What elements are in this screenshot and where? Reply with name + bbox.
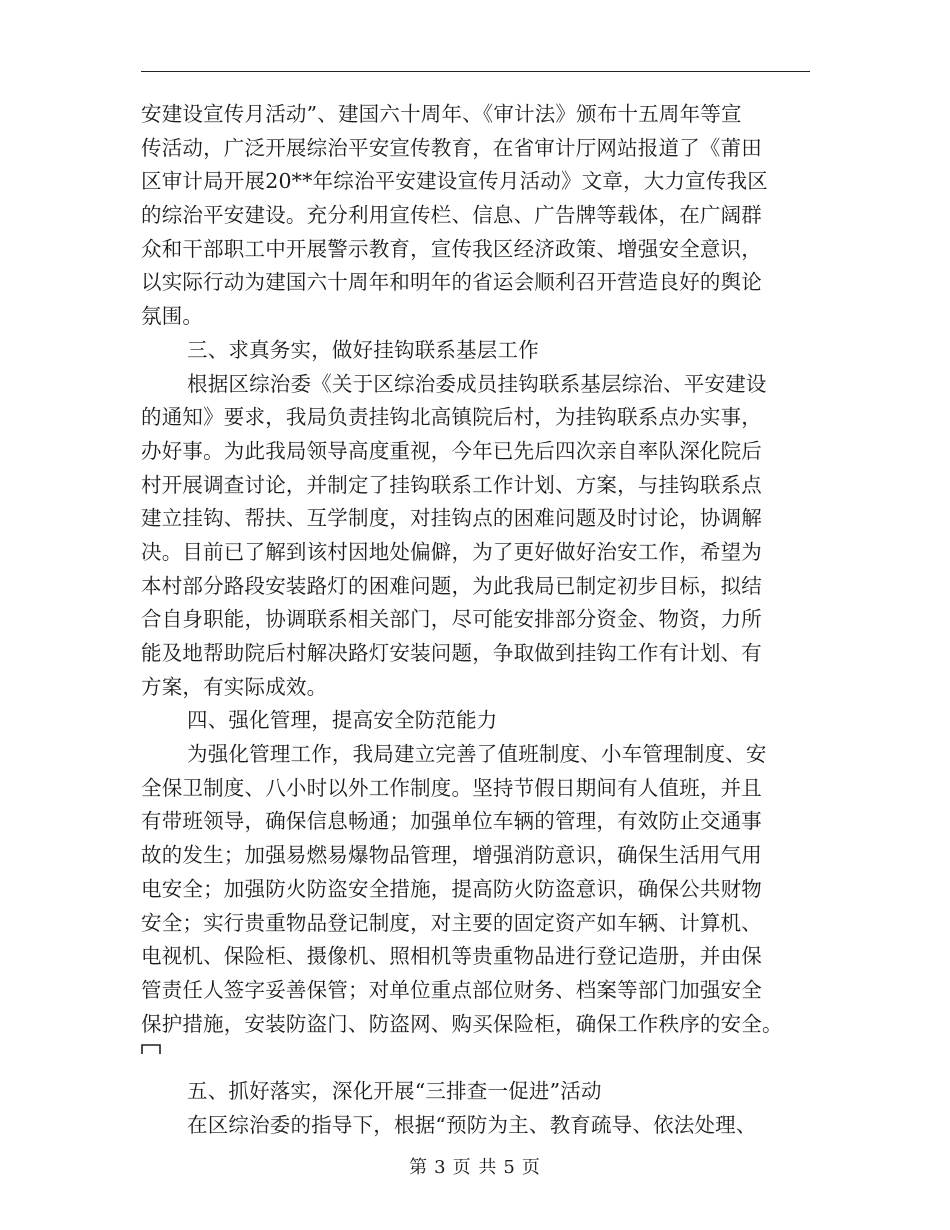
text-line: 有带班领导，确保信息畅通；加强单位车辆的管理，有效防止交通事 (141, 809, 762, 834)
text-line: 安全；实行贵重物品登记制度，对主要的固定资产如车辆、计算机、 (141, 910, 762, 935)
text-line: 以实际行动为建国六十周年和明年的省运会顺利召开营造良好的舆论 (141, 270, 762, 295)
text-line: 的通知》要求，我局负责挂钩北高镇院后村，为挂钩联系点办实事， (141, 405, 762, 430)
text-line: 在区综治委的指导下，根据“预防为主、教育疏导、依法处理、 (187, 1112, 757, 1137)
text-line: 电安全；加强防火防盗安全措施，提高防火防盗意识，确保公共财物 (141, 876, 762, 901)
text-line: 四、强化管理，提高安全防范能力 (187, 708, 498, 733)
text-line: 能及地帮助院后村解决路灯安装问题，争取做到挂钩工作有计划、有 (141, 641, 762, 665)
text-line (141, 1041, 821, 1075)
text-line: 三、求真务实，做好挂钩联系基层工作 (187, 337, 539, 362)
text-line: 为强化管理工作，我局建立完善了值班制度、小车管理制度、安 (187, 742, 767, 767)
text-line: 合自身职能，协调联系相关部门，尽可能安排部分资金、物资，力所 (141, 607, 762, 632)
total-pages-number: 5 (503, 1157, 516, 1178)
text-line: 管责任人签字妥善保管；对单位重点部位财务、档案等部门加强安全 (141, 977, 762, 1002)
page-footer (0, 1153, 950, 1179)
header-rule (141, 71, 810, 72)
section-break-mark (141, 1043, 161, 1055)
current-page-number: 3 (434, 1157, 447, 1178)
text-line: 安建设宣传月活动”、建国六十周年、《审计法》颁布十五周年等宣 (141, 102, 742, 126)
text-line: 的综治平安建设。充分利用宣传栏、信息、广告牌等载体，在广阔群 (141, 203, 762, 228)
text-line: 氛围。 (141, 304, 204, 329)
text-line: 方案，有实际成效。 (141, 674, 328, 699)
text-line: 根据区综治委《关于区综治委成员挂钩联系基层综治、平安建设 (187, 371, 767, 396)
text-line: 传活动，广泛开展综治平安宣传教育，在省审计厅网站报道了《莆田 (141, 135, 762, 160)
text-line: 办好事。为此我局领导高度重视，今年已先后四次亲自率队深化院后 (141, 438, 762, 463)
text-line: 村开展调查讨论，并制定了挂钩联系工作计划、方案，与挂钩联系点 (141, 472, 762, 497)
body-text (141, 98, 821, 1142)
text-line: 决。目前已了解到该村因地处偏僻，为了更好做好治安工作，希望为 (141, 539, 762, 564)
footer-suffix: 页 (521, 1157, 541, 1178)
text-line: 故的发生；加强易燃易爆物品管理，增强消防意识，确保生活用气用 (141, 843, 762, 868)
text-line: 五、抓好落实，深化开展“三排查一促进”活动 (187, 1078, 602, 1103)
text-line: 区审计局开展20**年综治平安建设宣传月活动》文章，大力宣传我区 (141, 169, 768, 194)
text-line: 全保卫制度、八小时以外工作制度。坚持节假日期间有人值班，并且 (141, 775, 762, 800)
footer-mid: 页 共 (452, 1157, 498, 1178)
text-line: 保护措施，安装防盗门、防盗网、购买保险柜，确保工作秩序的安全。 (141, 1011, 783, 1036)
text-line: 众和干部职工中开展警示教育，宣传我区经济政策、增强安全意识， (141, 236, 762, 261)
text-line: 电视机、保险柜、摄像机、照相机等贵重物品进行登记造册，并由保 (141, 944, 762, 969)
footer-prefix: 第 (409, 1157, 429, 1178)
text-line: 本村部分路段安装路灯的困难问题，为此我局已制定初步目标，拟结 (141, 573, 762, 598)
text-line: 建立挂钩、帮扶、互学制度，对挂钩点的困难问题及时讨论，协调解 (141, 506, 762, 531)
